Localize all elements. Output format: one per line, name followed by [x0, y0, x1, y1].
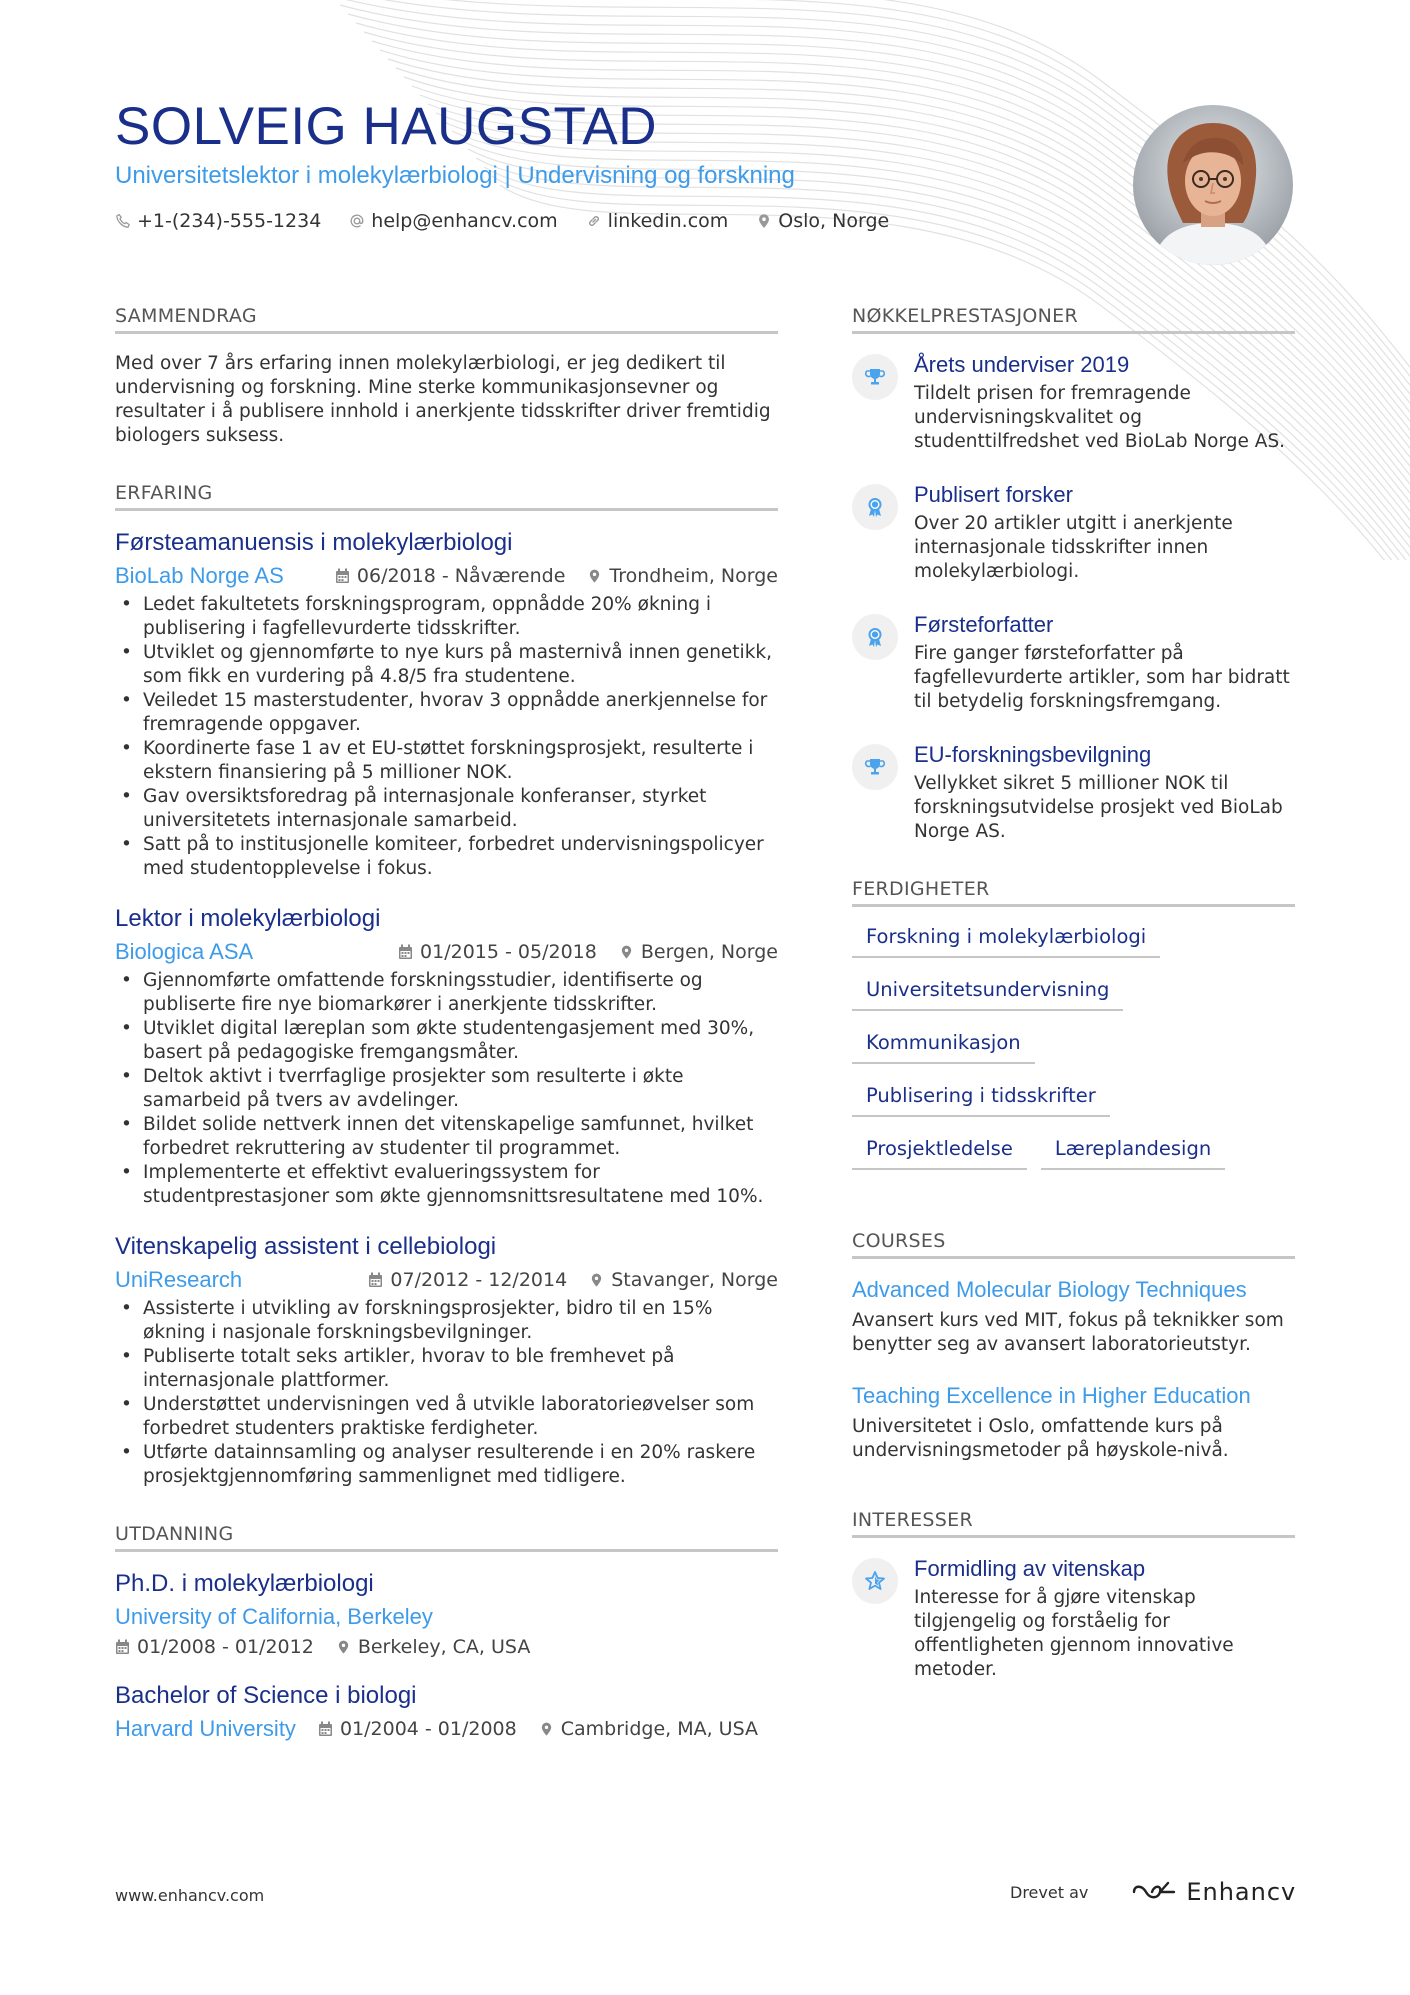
education-location [539, 1718, 758, 1740]
contact-linkedin[interactable] [586, 210, 729, 232]
contact-location-text: Oslo, Norge [778, 210, 890, 233]
job-dates [398, 941, 597, 963]
job-bullet: • Assisterte i utvikling av forskningsprosjekter, bidro til en 15% økning i nasjonale forskningsbevilgninger. [115, 1297, 778, 1345]
education-school: University of California, Berkeley [115, 1604, 433, 1629]
courses-heading: COURSES [852, 1230, 1295, 1259]
job-location [619, 941, 778, 963]
award-icon [852, 614, 898, 660]
interests-section [852, 1509, 1295, 1682]
interest-title: Formidling av vitenskap [914, 1556, 1146, 1581]
skill-tag: Universitetsundervisning [852, 978, 1123, 1011]
education-heading: UTDANNING [115, 1523, 778, 1552]
job-title: Førsteamanuensis i molekylærbiologi [115, 529, 513, 556]
job-bullet: • Bildet solide nettverk innen det vitenskapelige samfunnet, hvilket forbedret rekruttering av studenter til programmet. [115, 1113, 778, 1161]
summary-section [115, 305, 778, 448]
achievement-desc: Vellykket sikret 5 millioner NOK til forskningsutvidelse prosjekt ved BioLab Norge AS. [914, 773, 1283, 842]
enhancv-logo-icon [1130, 1879, 1178, 1905]
education-section [115, 1523, 778, 1742]
trophy-icon [852, 354, 898, 400]
job-bullet: • Implementerte et effektivt evalueringssystem for studentprestasjoner som økte gjennomsnittsresultatene med 10%. [115, 1161, 778, 1209]
job-meta [115, 1267, 778, 1293]
job-bullet: • Gjennomførte omfattende forskningsstudier, identifiserte og publiserte fire nye biomarkører i anerkjente tidsskrifter. [115, 969, 778, 1017]
job-location-text: Trondheim, Norge [609, 565, 778, 587]
education-location-text: Cambridge, MA, USA [560, 1718, 758, 1740]
course-item [852, 1383, 1295, 1463]
interest-item [852, 1556, 1295, 1682]
location-icon [539, 1721, 554, 1737]
job-company: UniResearch [115, 1267, 243, 1292]
course-item [852, 1277, 1295, 1357]
phone-icon [115, 213, 131, 229]
job-bullet: • Veiledet 15 masterstudenter, hvorav 3 oppnådde anerkjennelse for fremragende oppgaver. [115, 689, 778, 737]
education-entry [115, 1570, 778, 1658]
location-icon [619, 944, 634, 960]
skills-heading: FERDIGHETER [852, 878, 1295, 907]
job-meta [115, 563, 778, 589]
job-bullet: • Publiserte totalt seks artikler, hvorav to ble fremhevet på internasjonale plattformer. [115, 1345, 778, 1393]
job-bullets [115, 969, 778, 1209]
experience-section [115, 482, 778, 1489]
location-icon [336, 1639, 351, 1655]
achievement-item [852, 612, 1295, 714]
location-icon [756, 213, 772, 229]
star-icon [852, 1558, 898, 1604]
calendar-icon [115, 1639, 130, 1655]
link-icon [586, 213, 602, 229]
achievements-section [852, 305, 1295, 844]
achievement-title: Førsteforfatter [914, 612, 1054, 637]
interest-desc: Interesse for å gjøre vitenskap tilgjengelig og forståelig for offentligheten gjennom innovative metoder. [914, 1587, 1234, 1680]
achievement-title: Publisert forsker [914, 482, 1073, 507]
job-bullet: • Utviklet og gjennomførte to nye kurs på masternivå innen genetikk, som fikk en vurdering på 4.8/5 fra studentene. [115, 641, 778, 689]
experience-heading: ERFARING [115, 482, 778, 511]
skill-tag: Publisering i tidsskrifter [852, 1084, 1110, 1117]
trophy-icon [852, 744, 898, 790]
education-dates [115, 1636, 314, 1658]
job-bullet: • Utførte datainnsamling og analyser resulterende i en 20% raskere prosjektgjennomføring sammenlignet med tidligere. [115, 1441, 778, 1489]
contact-phone-text: +1-(234)-555-1234 [137, 210, 322, 233]
achievement-desc: Fire ganger førsteforfatter på fagfellevurderte artikler, som har bidratt til betydelig forskningsfremgang. [914, 643, 1290, 712]
job-title: Vitenskapelig assistent i cellebiologi [115, 1233, 497, 1260]
achievement-desc: Tildelt prisen for fremragende undervisningskvalitet og studenttilfredshet ved BioLab Norge AS. [914, 383, 1286, 452]
skill-tag: Forskning i molekylærbiologi [852, 925, 1160, 958]
achievement-desc: Over 20 artikler utgitt i anerkjente internasjonale tidsskrifter innen molekylærbiologi. [914, 513, 1233, 582]
job-company: BioLab Norge AS [115, 563, 284, 588]
achievement-item [852, 482, 1295, 584]
footer-website[interactable]: www.enhancv.com [115, 1886, 265, 1905]
achievement-title: EU-forskningsbevilgning [914, 742, 1152, 767]
footer-branding [1010, 1878, 1296, 1906]
job-bullet: • Gav oversiktsforedrag på internasjonale konferanser, styrket universitetets internasjonale samarbeid. [115, 785, 778, 833]
resume-header [115, 98, 1115, 232]
calendar-icon [335, 568, 350, 584]
job-title: Lektor i molekylærbiologi [115, 905, 381, 932]
job-meta [115, 939, 778, 965]
education-degree: Bachelor of Science i biologi [115, 1682, 417, 1709]
summary-text: Med over 7 års erfaring innen molekylærbiologi, er jeg dedikert til undervisning og forskning. Mine sterke kommunikasjonsevner og resultater i å publisere innhold i anerkjente tidsskrifter driver fremtidig biologers suksess. [115, 353, 771, 446]
contact-email[interactable] [349, 210, 557, 232]
achievement-item [852, 352, 1295, 454]
education-location-text: Berkeley, CA, USA [357, 1636, 531, 1658]
education-location [336, 1636, 531, 1658]
location-icon [589, 1272, 604, 1288]
job-dates-text: 01/2015 - 05/2018 [420, 941, 597, 963]
education-dates-text: 01/2004 - 01/2008 [339, 1718, 517, 1740]
powered-by-label: Drevet av [1010, 1882, 1089, 1902]
left-column [115, 305, 778, 1776]
course-title: Teaching Excellence in Higher Education [852, 1383, 1251, 1408]
candidate-name: SOLVEIG HAUGSTAD [115, 97, 658, 156]
course-title: Advanced Molecular Biology Techniques [852, 1277, 1247, 1302]
contact-email-text: help@enhancv.com [371, 210, 558, 233]
courses-section [852, 1230, 1295, 1463]
job-location-text: Bergen, Norge [640, 941, 778, 963]
achievement-title: Årets underviser 2019 [914, 352, 1130, 377]
contact-phone[interactable] [115, 210, 321, 232]
contact-linkedin-text: linkedin.com [607, 210, 729, 233]
calendar-icon [398, 944, 413, 960]
education-school: Harvard University [115, 1716, 296, 1741]
calendar-icon [318, 1721, 333, 1737]
job-bullet: • Koordinerte fase 1 av et EU-støttet forskningsprosjekt, resulterte i ekstern finansiering på 5 millioner NOK. [115, 737, 778, 785]
achievements-heading: NØKKELPRESTASJONER [852, 305, 1295, 334]
brand-name: Enhancv [1186, 1878, 1297, 1906]
award-icon [852, 484, 898, 530]
calendar-icon [368, 1272, 383, 1288]
interests-heading: INTERESSER [852, 1509, 1295, 1538]
achievement-item [852, 742, 1295, 844]
avatar [1133, 105, 1293, 265]
job-bullets [115, 593, 778, 881]
job-dates [368, 1269, 567, 1291]
job-bullet: • Ledet fakultetets forskningsprogram, oppnådde 20% økning i publisering i fagfellevurderte tidsskrifter. [115, 593, 778, 641]
contact-list [115, 210, 1115, 232]
job-dates-text: 06/2018 - Nåværende [356, 565, 566, 587]
job-location [589, 1269, 778, 1291]
job-dates-text: 07/2012 - 12/2014 [390, 1269, 568, 1291]
candidate-headline: Universitetslektor i molekylærbiologi | Undervisning og forskning [115, 162, 795, 190]
job-bullet: • Understøttet undervisningen ved å utvikle laboratorieøvelser som forbedret studenters praktiske ferdigheter. [115, 1393, 778, 1441]
summary-heading: SAMMENDRAG [115, 305, 778, 334]
skill-tag: Prosjektledelse [852, 1137, 1027, 1170]
skill-tag: Kommunikasjon [852, 1031, 1035, 1064]
at-icon [349, 213, 365, 229]
job-dates [335, 565, 566, 587]
job-bullets [115, 1297, 778, 1489]
brand-logo[interactable] [1130, 1878, 1296, 1906]
skills-section [852, 878, 1295, 1170]
job-bullet: • Utviklet digital læreplan som økte studentengasjement med 30%, basert på pedagogiske fremgangsmåter. [115, 1017, 778, 1065]
job-company: Biologica ASA [115, 939, 254, 964]
skill-tag: Læreplandesign [1041, 1137, 1225, 1170]
education-meta [115, 1716, 778, 1742]
job-location-text: Stavanger, Norge [611, 1269, 778, 1291]
course-desc: Avansert kurs ved MIT, fokus på teknikker som benytter seg av avansert laboratorieutstyr. [852, 1310, 1284, 1355]
job-entry [115, 905, 778, 1209]
course-desc: Universitetet i Oslo, omfattende kurs på undervisningsmetoder på høyskole-nivå. [852, 1416, 1229, 1461]
skills-list [852, 925, 1295, 1170]
job-bullet: • Deltok aktivt i tverrfaglige prosjekter som resulterte i økte samarbeid på tvers av avdelinger. [115, 1065, 778, 1113]
job-entry [115, 1233, 778, 1489]
right-column [852, 305, 1295, 1716]
job-location [587, 565, 778, 587]
location-icon [587, 568, 602, 584]
job-bullet: • Satt på to institusjonelle komiteer, forbedret undervisningspolicyer med studentopplevelse i fokus. [115, 833, 778, 881]
education-dates-text: 01/2008 - 01/2012 [137, 1636, 314, 1658]
job-entry [115, 529, 778, 881]
education-degree: Ph.D. i molekylærbiologi [115, 1570, 374, 1597]
education-entry [115, 1682, 778, 1742]
education-meta [115, 1636, 778, 1658]
contact-location [756, 210, 889, 232]
education-dates [318, 1718, 517, 1740]
